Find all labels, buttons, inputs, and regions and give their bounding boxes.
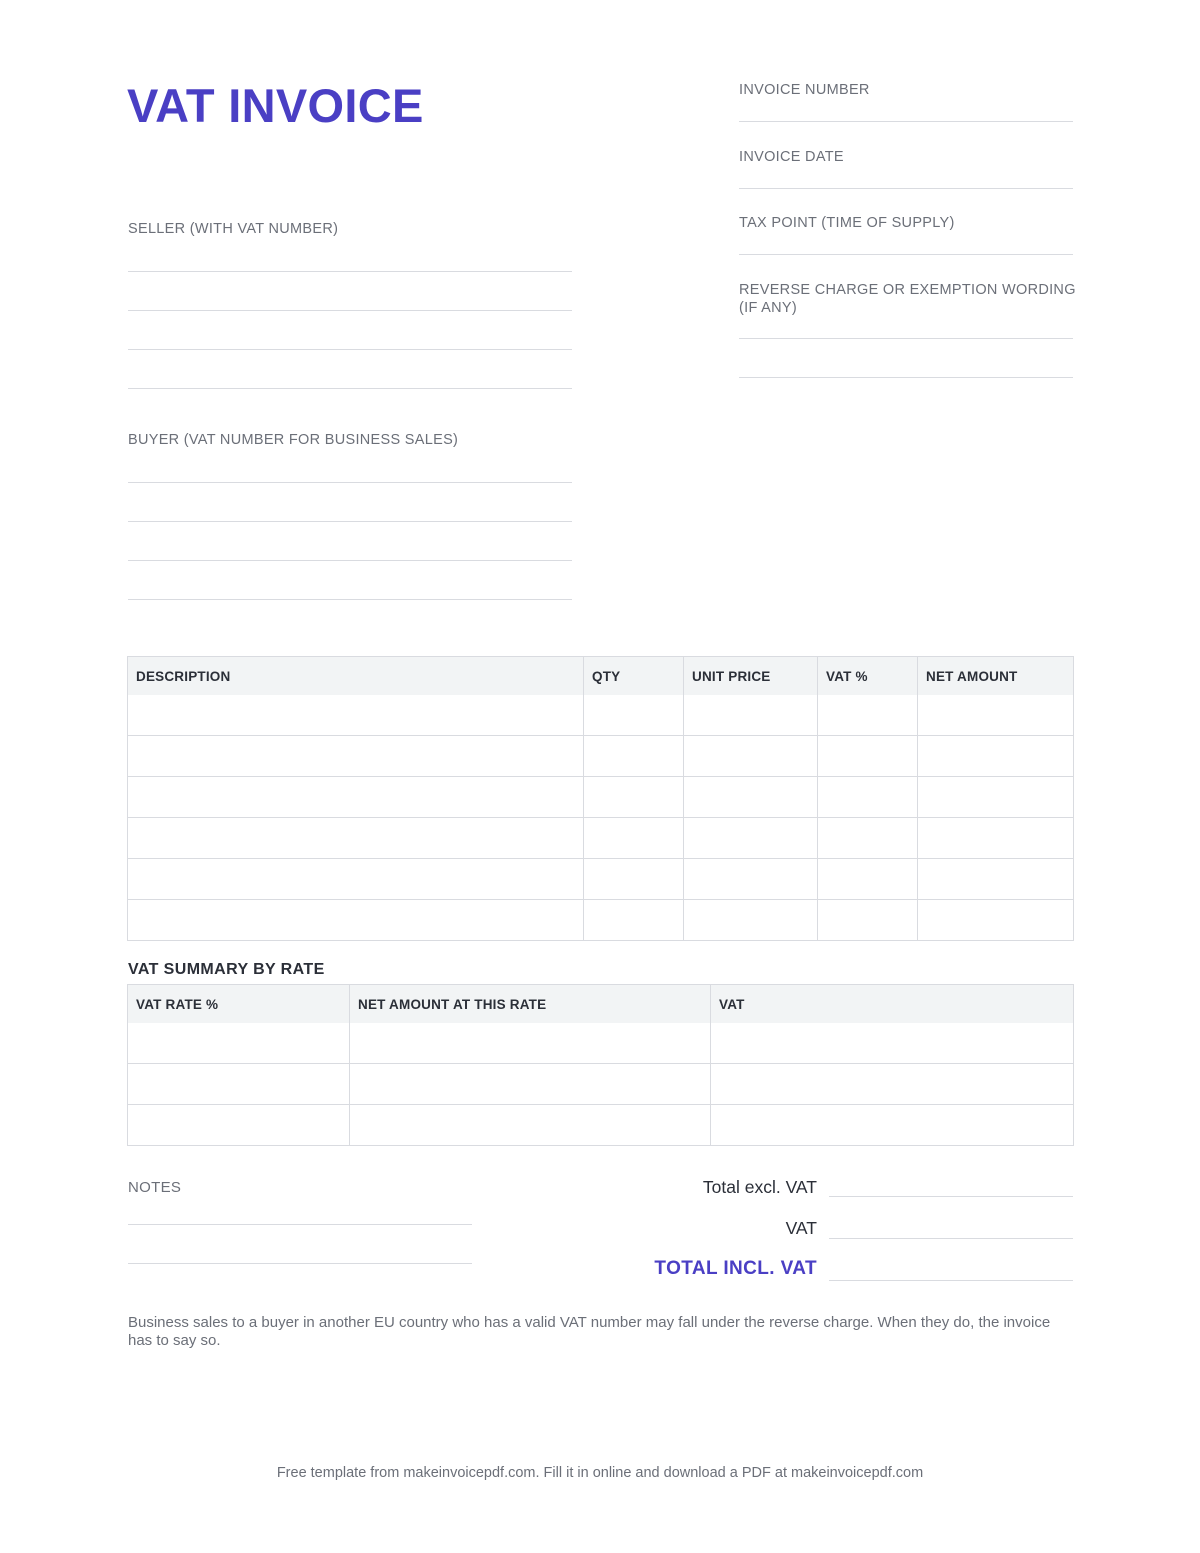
total-excl-vat-field[interactable] [829,1196,1073,1197]
table-row [128,1064,1074,1105]
line-items-table [127,656,1074,941]
qty-cell[interactable] [584,859,684,900]
col-vat-header: VAT [711,985,1074,1024]
seller-field-line-1[interactable] [128,271,572,272]
net-amount-cell[interactable] [918,818,1074,859]
buyer-field-line-2[interactable] [128,521,572,522]
seller-field-line-2[interactable] [128,310,572,311]
net-amount-cell[interactable] [918,736,1074,777]
reverse-charge-note: Business sales to a buyer in another EU country who has a valid VAT number may fall under the reverse charge. When they do, the invoice has to say so. [128,1314,1051,1349]
vat-summary-title: VAT SUMMARY BY RATE [128,961,325,978]
vat-cell[interactable] [711,1064,1074,1105]
qty-cell[interactable] [584,818,684,859]
table-row [128,1105,1074,1146]
vat-percent-cell[interactable] [818,900,918,941]
notes-field-line-1[interactable] [128,1224,472,1225]
seller-label: SELLER (WITH VAT NUMBER) [128,221,339,237]
description-cell[interactable] [128,859,584,900]
col-description-header: DESCRIPTION [128,657,584,696]
table-row [128,859,1074,900]
invoice-date-field[interactable] [739,188,1073,189]
col-net-amount-header: NET AMOUNT [918,657,1074,696]
description-cell[interactable] [128,777,584,818]
footer-text: Free template from makeinvoicepdf.com. Fill it in online and download a PDF at makeinvoicepdf.com [276,1465,924,1481]
unit-price-cell[interactable] [684,818,818,859]
total-incl-vat-label: TOTAL INCL. VAT [654,1258,817,1279]
buyer-field-line-1[interactable] [128,482,572,483]
description-cell[interactable] [128,695,584,736]
col-qty-header: QTY [584,657,684,696]
vat-total-field[interactable] [829,1238,1073,1239]
tax-point-label: TAX POINT (TIME OF SUPPLY) [739,215,955,231]
description-cell[interactable] [128,736,584,777]
unit-price-cell[interactable] [684,900,818,941]
total-excl-vat-label: Total excl. VAT [702,1177,817,1197]
unit-price-cell[interactable] [684,859,818,900]
table-row [128,695,1074,736]
vat-summary-header-row [128,985,1074,1024]
seller-field-line-3[interactable] [128,349,572,350]
table-row [128,736,1074,777]
invoice-title: VAT INVOICE [127,79,424,132]
net-amount-cell[interactable] [918,859,1074,900]
invoice-number-field[interactable] [739,121,1073,122]
buyer-field-line-3[interactable] [128,560,572,561]
net-at-rate-cell[interactable] [350,1064,711,1105]
table-row [128,777,1074,818]
description-cell[interactable] [128,818,584,859]
qty-cell[interactable] [584,736,684,777]
unit-price-cell[interactable] [684,777,818,818]
qty-cell[interactable] [584,777,684,818]
notes-field-line-2[interactable] [128,1263,472,1264]
vat-total-label: VAT [785,1218,817,1238]
vat-rate-cell[interactable] [128,1064,350,1105]
line-items-header-row [128,657,1074,696]
table-row [128,900,1074,941]
invoice-number-label: INVOICE NUMBER [739,82,870,98]
vat-percent-cell[interactable] [818,736,918,777]
net-amount-cell[interactable] [918,777,1074,818]
qty-cell[interactable] [584,695,684,736]
tax-point-field[interactable] [739,254,1073,255]
net-amount-cell[interactable] [918,695,1074,736]
invoice-date-label: INVOICE DATE [739,149,844,165]
net-amount-cell[interactable] [918,900,1074,941]
total-incl-vat-field[interactable] [829,1280,1073,1281]
reverse-charge-label: REVERSE CHARGE OR EXEMPTION WORDING (IF ANY) [739,282,1076,316]
table-row [128,1023,1074,1064]
qty-cell[interactable] [584,900,684,941]
reverse-charge-field-line-2[interactable] [739,377,1073,378]
col-vat-rate-header: VAT RATE % [128,985,350,1024]
buyer-label: BUYER (VAT NUMBER FOR BUSINESS SALES) [128,432,459,448]
vat-summary-table [127,984,1074,1146]
vat-percent-cell[interactable] [818,695,918,736]
vat-cell[interactable] [711,1105,1074,1146]
buyer-field-line-4[interactable] [128,599,572,600]
description-cell[interactable] [128,900,584,941]
notes-label: NOTES [128,1179,182,1196]
unit-price-cell[interactable] [684,736,818,777]
table-row [128,818,1074,859]
seller-field-line-4[interactable] [128,388,572,389]
vat-percent-cell[interactable] [818,818,918,859]
vat-rate-cell[interactable] [128,1023,350,1064]
vat-rate-cell[interactable] [128,1105,350,1146]
reverse-charge-field-line-1[interactable] [739,338,1073,339]
net-at-rate-cell[interactable] [350,1023,711,1064]
col-net-at-rate-header: NET AMOUNT AT THIS RATE [350,985,711,1024]
vat-percent-cell[interactable] [818,777,918,818]
net-at-rate-cell[interactable] [350,1105,711,1146]
col-unit-price-header: UNIT PRICE [684,657,818,696]
col-vat-percent-header: VAT % [818,657,918,696]
vat-cell[interactable] [711,1023,1074,1064]
vat-percent-cell[interactable] [818,859,918,900]
unit-price-cell[interactable] [684,695,818,736]
